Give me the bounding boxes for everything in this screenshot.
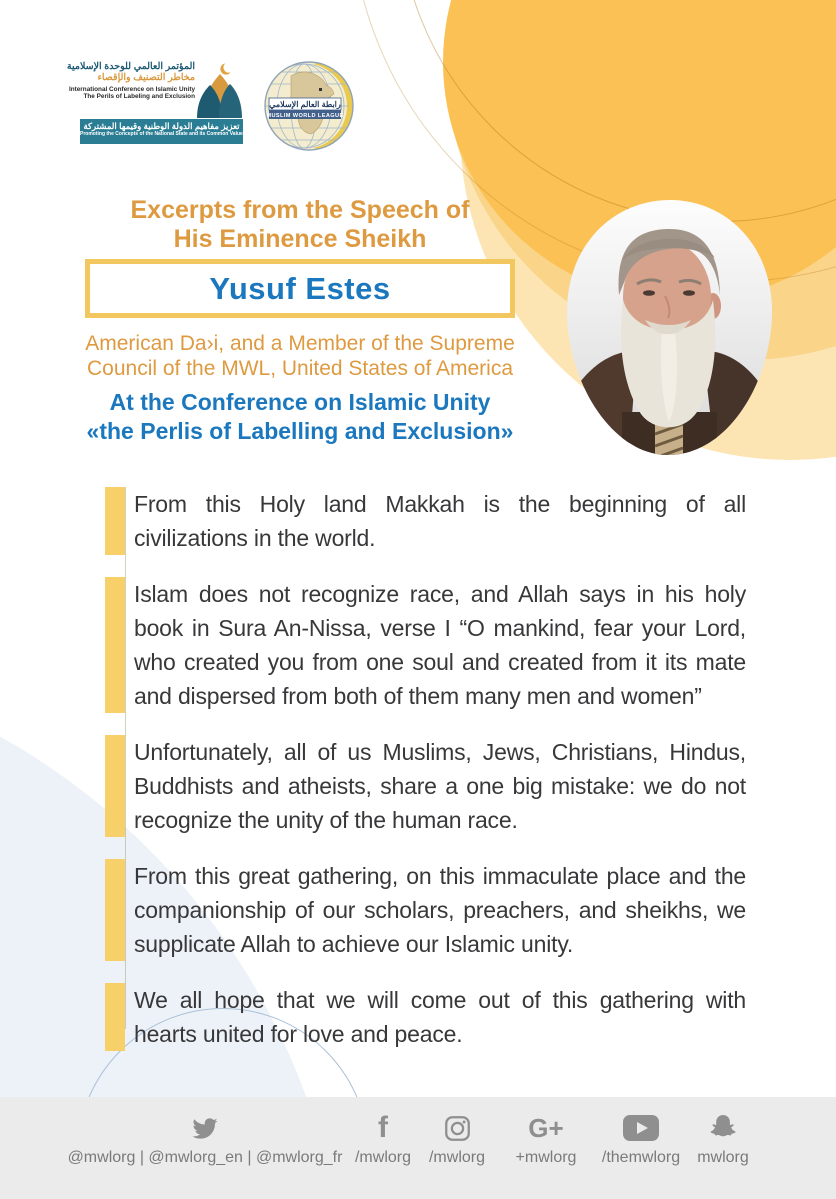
conference-banner-english: Promoting the Concepts of the National State and its Common Values <box>80 131 246 138</box>
quote-item <box>105 487 746 555</box>
speaker-title <box>60 331 540 381</box>
quote-text: Unfortunately, all of us Muslims, Jews, Christians, Hindus, Buddhists and atheists, share a one big mistake: we do not recognize the unity of the human race. <box>134 739 746 833</box>
youtube-handle: /themwlorg <box>601 1149 681 1166</box>
quote-text: From this Holy land Makkah is the beginning of all civilizations in the world. <box>134 491 746 551</box>
facebook-handle: /mwlorg <box>354 1149 411 1166</box>
quote-accent-bar <box>105 859 125 961</box>
quotes-list <box>105 487 746 1073</box>
social-item-twitter <box>60 1111 350 1167</box>
speaker-name: Yusuf Estes <box>209 270 391 306</box>
instagram-handle: /mwlorg <box>428 1149 485 1166</box>
conference-banner <box>80 119 246 144</box>
event-line-2: «the Perlis of Labelling and Exclusion» <box>86 418 514 444</box>
header-kicker <box>85 196 515 254</box>
kicker-line-2: His Eminence Sheikh <box>173 225 427 253</box>
quote-item <box>105 859 746 961</box>
youtube-icon <box>586 1111 696 1145</box>
social-item-facebook <box>343 1111 423 1167</box>
quote-accent-bar <box>105 983 125 1051</box>
instagram-icon <box>417 1111 497 1145</box>
event-line-1: At the Conference on Islamic Unity <box>109 389 491 415</box>
twitter-handles: @mwlorg | @mwlorg_en | @mwlorg_fr <box>67 1149 343 1166</box>
conference-logo <box>65 61 246 138</box>
muslim-world-league-logo <box>263 60 355 152</box>
conference-arabic-subtitle: مخاطر التصنيف والإقصاء <box>97 71 195 83</box>
speaker-title-line-2: Council of the MWL, United States of America <box>86 357 514 380</box>
social-footer <box>0 1097 836 1199</box>
kicker-line-1: Excerpts from the Speech of <box>130 196 470 224</box>
quote-accent-bar <box>105 735 125 837</box>
conference-arabic-title: المؤتمر العالمي للوحدة الإسلامية <box>66 61 195 72</box>
quote-item <box>105 983 746 1051</box>
mwl-arabic-name: رابطة العالم الإسلامي <box>269 100 341 109</box>
snapchat-icon <box>683 1111 763 1145</box>
social-item-googleplus <box>501 1111 591 1167</box>
social-item-youtube <box>586 1111 696 1167</box>
googleplus-icon: G+ <box>528 1113 564 1143</box>
quote-accent-bar <box>105 487 125 555</box>
speaker-title-line-1: American Da›i, and a Member of the Supreme <box>85 332 515 355</box>
googleplus-handle: +mwlorg <box>515 1149 577 1166</box>
speaker-name-box <box>85 259 515 318</box>
snapchat-handle: mwlorg <box>697 1149 749 1166</box>
quote-text: Islam does not recognize race, and Allah says in his holy book in Sura An-Nissa, verse I “O mankind, fear your Lord, who created you from one soul and created from it its mate and dispersed from both of them many men and women” <box>134 581 746 709</box>
quote-item <box>105 735 746 837</box>
twitter-icon <box>60 1111 350 1145</box>
event-title <box>60 388 540 446</box>
conference-english-subtitle: The Perils of Labeling and Exclusion <box>83 93 195 101</box>
quote-text: We all hope that we will come out of this gathering with hearts united for love and peace. <box>134 987 746 1047</box>
social-item-snapchat <box>683 1111 763 1167</box>
quote-accent-bar <box>105 577 125 713</box>
quote-item <box>105 577 746 713</box>
mwl-english-name: MUSLIM WORLD LEAGUE <box>266 112 344 119</box>
social-item-instagram <box>417 1111 497 1167</box>
facebook-icon: f <box>378 1111 388 1144</box>
speaker-portrait <box>567 200 772 455</box>
quote-text: From this great gathering, on this immaculate place and the companionship of our scholars, preachers, and sheikhs, we supplicate Allah to achieve our Islamic unity. <box>134 863 746 957</box>
conference-banner-arabic: تعزيز مفاهيم الدولة الوطنية وقيمها المشتركة <box>83 121 240 131</box>
mosque-mountains-crescent-icon <box>195 62 245 118</box>
conference-english-title: International Conference on Islamic Unity <box>68 85 195 93</box>
